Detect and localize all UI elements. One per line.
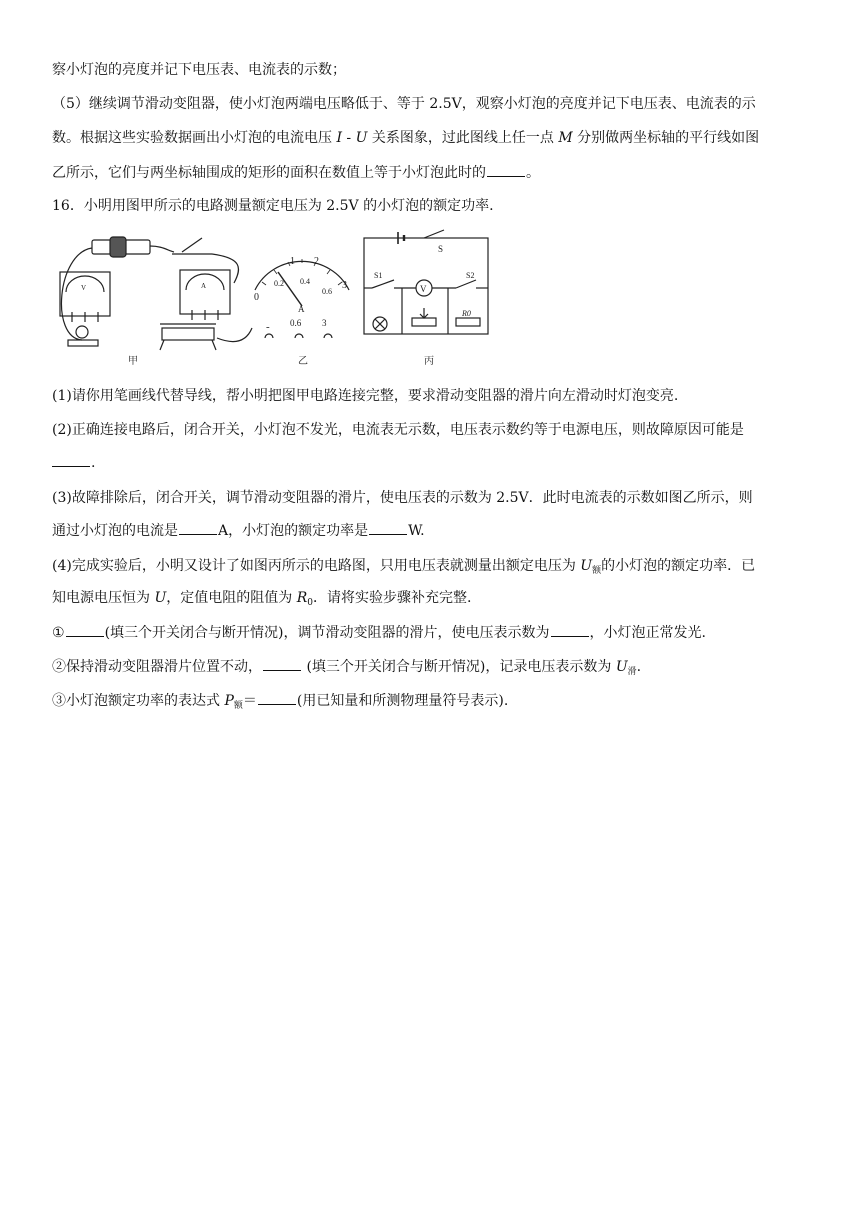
part-3 — [52, 488, 812, 508]
subscript: 额 — [592, 566, 602, 576]
subscript: 0 — [307, 598, 313, 608]
tick-label-small: 0.2 — [274, 279, 284, 288]
symbol-p: P — [224, 693, 234, 709]
meter-a-label: A — [201, 282, 207, 290]
text: ＝ — [242, 693, 257, 709]
text: A，小灯泡的额定功率是 — [218, 523, 369, 539]
figure-label-yi: 乙 — [298, 356, 308, 367]
text: (填三个开关闭合与断开情况)，记录电压表示数为 — [302, 659, 616, 675]
step-1 — [52, 622, 812, 643]
text: W. — [408, 523, 425, 539]
text: ②保持滑动变阻器滑片位置不动， — [52, 659, 262, 675]
text: ，定值电阻的阻值为 — [166, 590, 297, 606]
switch-s2 — [456, 280, 476, 288]
battery-cell — [110, 237, 126, 257]
question-16-title — [52, 196, 812, 216]
tick-label: 0 — [254, 292, 259, 303]
part-2 — [52, 420, 812, 440]
text: （5）继续调节滑动变阻器，使小灯泡两端电压略低于、等于 2.5V，观察小灯泡的亮度并记下电压表、电流表的示 — [52, 96, 756, 112]
text: 知电源电压恒为 — [52, 590, 155, 606]
answer-blank[interactable] — [263, 656, 301, 671]
figure-label-jia: 甲 — [128, 356, 138, 367]
symbol-u: U — [355, 130, 368, 146]
step-2 — [52, 656, 812, 682]
subscript: 额 — [233, 701, 243, 711]
symbol-m: M — [558, 130, 573, 146]
text-line — [52, 128, 812, 148]
circuit-figures — [52, 228, 502, 370]
tick-label: 3 — [342, 280, 347, 291]
text: (填三个开关闭合与断开情况)，调节滑动变阻器的滑片，使电压表示数为 — [104, 625, 550, 641]
text-line — [52, 162, 812, 183]
text: 的小灯泡的额定功率．已 — [601, 558, 756, 574]
part-1 — [52, 386, 812, 406]
bulb-shape — [76, 326, 88, 338]
text: 分别做两坐标轴的平行线如图 — [572, 130, 760, 146]
tick-label-small: 0.4 — [300, 277, 310, 286]
switch-label: S1 — [374, 271, 383, 280]
part-3-cont — [52, 520, 812, 541]
ammeter-box — [180, 270, 230, 314]
text: (4)完成实验后，小明又设计了如图丙所示的电路图，只用电压表就测量出额定电压为 — [52, 558, 581, 574]
answer-blank[interactable] — [369, 520, 407, 535]
text: 。 — [526, 165, 540, 181]
rheostat-rect — [412, 318, 436, 326]
ammeter-unit: A — [298, 304, 305, 314]
resistor-label: R0 — [462, 309, 471, 318]
switch-s1 — [372, 280, 394, 288]
rheostat-shape — [162, 328, 214, 340]
text: 通过小灯泡的电流是 — [52, 523, 178, 539]
wire-bottom — [217, 328, 252, 342]
text: 数。根据这些实验数据画出小灯泡的电流电压 — [52, 130, 337, 146]
circuit-diagram-svg — [52, 228, 502, 370]
figure-label-bing: 丙 — [424, 356, 434, 367]
symbol-u: U — [154, 590, 167, 606]
switch-label: S — [438, 244, 444, 254]
answer-blank[interactable] — [52, 452, 90, 467]
tick-label-small: 0.6 — [322, 287, 332, 296]
switch-lever — [182, 238, 202, 252]
text: 关系图象，过此图线上任一点 — [367, 130, 559, 146]
part-4 — [52, 556, 812, 581]
wire-right — [212, 254, 239, 283]
subscript: 滑 — [627, 667, 637, 677]
answer-blank[interactable] — [551, 622, 589, 637]
terminal-label: - — [266, 321, 270, 333]
text: . — [91, 455, 96, 471]
symbol-u: U — [580, 558, 593, 574]
text: 察小灯泡的亮度并记下电压表、电流表的示数； — [52, 62, 346, 78]
voltmeter-box — [60, 272, 110, 316]
symbol-r: R — [296, 590, 308, 606]
text: ，小灯泡正常发光. — [589, 625, 706, 641]
terminal-label: 0.6 — [290, 318, 302, 328]
bulb-base — [68, 340, 98, 346]
part-4-cont — [52, 588, 812, 613]
text: ．请将实验步骤补充完整. — [313, 590, 472, 606]
meter-v-label: V — [81, 284, 87, 292]
wire-top — [150, 246, 174, 252]
voltmeter-label: V — [420, 284, 427, 294]
ammeter-needle — [278, 272, 302, 306]
tick-label: 1 — [290, 256, 295, 267]
step-3 — [52, 690, 812, 716]
switch-s — [424, 230, 444, 238]
text: ① — [52, 625, 65, 641]
text-line — [52, 94, 812, 114]
symbol-i: I — [336, 130, 342, 146]
rheostat-arrow — [420, 308, 428, 318]
wire-left — [61, 248, 92, 340]
text: ③小灯泡额定功率的表达式 — [52, 693, 225, 709]
text: (2)正确连接电路后，闭合开关，小灯泡不发光，电流表无示数，电压表示数约等于电源电压，则故障原因可能是 — [52, 422, 744, 438]
text: . — [636, 659, 642, 675]
text: 16．小明用图甲所示的电路测量额定电压为 2.5V 的小灯泡的额定功率. — [52, 198, 494, 214]
text: (用已知量和所测物理量符号表示). — [296, 693, 509, 709]
answer-blank[interactable] — [179, 520, 217, 535]
text-line — [52, 60, 812, 80]
text: (3)故障排除后，闭合开关，调节滑动变阻器的滑片，使电压表的示数为 2.5V．此时电流表的示数如图乙所示，则 — [52, 490, 753, 506]
resistor-r0 — [456, 318, 480, 326]
switch-label: S2 — [466, 271, 475, 280]
tick-label: 2 — [314, 256, 319, 267]
answer-blank[interactable] — [258, 690, 296, 705]
answer-blank[interactable] — [66, 622, 104, 637]
text: 乙所示，它们与两坐标轴围成的矩形的面积在数值上等于小灯泡此时的 — [52, 165, 486, 181]
text: - — [341, 130, 356, 146]
symbol-u: U — [615, 659, 628, 675]
answer-blank[interactable] — [487, 162, 525, 177]
terminal-label: 3 — [322, 318, 327, 328]
part-2-cont — [52, 452, 812, 473]
text: (1)请你用笔画线代替导线，帮小明把图甲电路连接完整，要求滑动变阻器的滑片向左滑动时灯泡变亮. — [52, 388, 679, 404]
